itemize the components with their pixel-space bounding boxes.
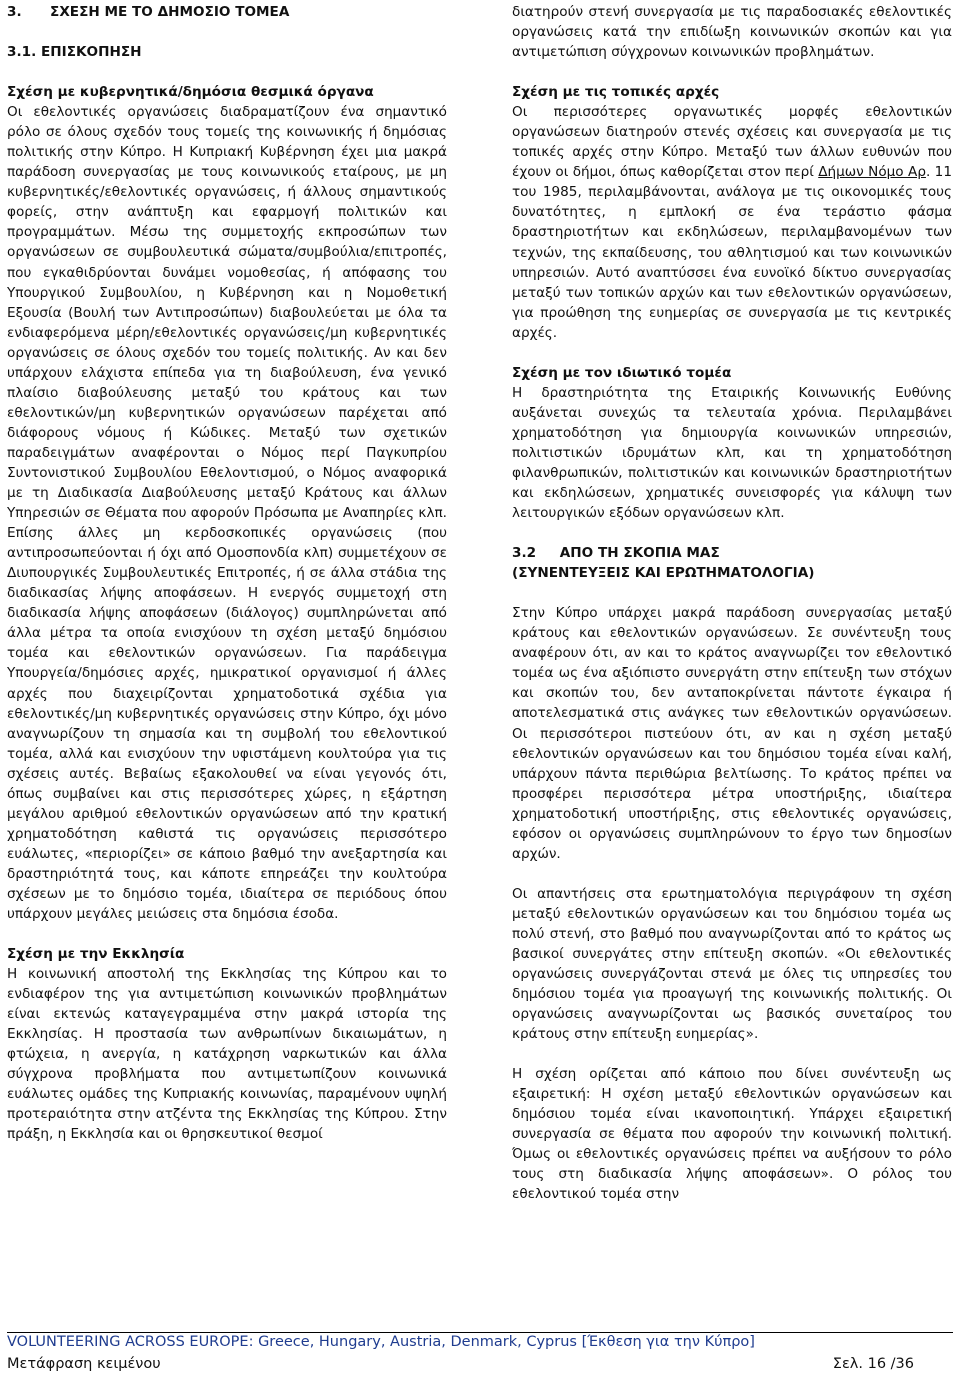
paragraph-continuation: διατηρούν στενή συνεργασία με τις παραδοσιακές εθελοντικές οργανώσεις κατά την επιδίωξη κοινωνικών σκοπών και για αντιμετώπιση σύγχρονων κοινωνικών προβλημάτων. [512, 4, 952, 61]
left-column [7, 2, 447, 1145]
municipalities-law-link[interactable]: Δήμων Νόμο Αρ [818, 164, 926, 181]
spacer [512, 343, 952, 363]
section-heading [7, 2, 447, 22]
paragraph-private-sector: Η δραστηριότητα της Εταιρικής Κοινωνικής Ευθύνης αυξάνεται συνεχώς τα τελευταία χρόνια. Περιλαμβάνει χρηματοδότηση για δημιουργία κοινωνικών υπηρεσιών, πολιτιστικών ιδρυμάτων κλπ, και τη χρηματοδότηση φιλανθρωπικών, πολιτιστικών και κοινωνικών δραστηριοτήτων και εκδηλώσεων, χρηματικές συνεισφορές για κάλυψη των λειτουργικών εξόδων οργανώσεων κλπ. [512, 384, 952, 522]
spacer [512, 583, 952, 603]
subsection-3-2-number: 3.2 [512, 545, 537, 562]
paragraph-our-perspective: Στην Κύπρο υπάρχει μακρά παράδοση συνεργασίας μεταξύ κράτους και εθελοντικών οργανώσεων. Σε συνέντευξη τους αναφέρουν ότι, αν και το κράτος αναγνωρίζει τον εθελοντικό τομέα ως ένα αξιόπιστο συνεργάτη στην επίτευξη των στόχων και σκοπών του, δεν ανταποκρίνεται πάντοτε έγκαιρα ή αποτελεσματικά στις ανάγκες των εθελοντικών οργανώσεων. Οι περισσότεροι πιστεύουν ότι, αν και η σχέση μεταξύ εθελοντικών οργανώσεων και του δημόσιου τομέα είναι καλή, υπάρχουν πάντα περιθώρια βελτίωσης. Το κράτος πρέπει να προσφέρει περισσότερα μέτρα υποστήριξης, ιδιαίτερα χρηματοδοτική υποστήριξης, στις εθελοντικές οργανώσεις, εφόσον οι οργανώσεις συμπληρώνουν το έργο των δημοσίων αρχών. [512, 605, 952, 862]
paragraph-church-relations: Η κοινωνική αποστολή της Εκκλησίας της Κύπρου και το ενδιαφέρον της για αντιμετώπιση κοινωνικών προβλημάτων είναι εκτενώς καταγεγραμμένα στην μακρά ιστορία της Εκκλησίας. Η προστασία των ανθρωπίνων δικαιωμάτων, η φτώχεια, η ανεργία, η κατάχρηση ναρκωτικών και άλλα σύγχρονα προβλήματα που αντιμετωπίζουν κοινωνικά ευάλωτες ομάδες της Κυπριακής κοινωνίας, παραμένουν υψηλή προτεραιότητα στην ατζέντα της Εκκλησίας της Κύπρου. Στην πράξη, η Εκκλησία και οι θρησκευτικοί θεσμοί [7, 966, 447, 1143]
footer-translation-note: Μετάφραση κειμένου [7, 1356, 161, 1372]
right-column [512, 2, 952, 1205]
subsection-3-2-title-1: ΑΠΟ ΤΗ ΣΚΟΠΙΑ ΜΑΣ [559, 545, 720, 562]
local-text-end: . 11 του 1985, περιλαμβάνονται, ανάλογα με τις οικονομικές τους δυνατότητες, η εμπλοκή σε ένα τεράστιο φάσμα δραστηριοτήτων και εκδηλώσεων, περιλαμβανομένων των τεχνών, της εκπαίδευσης, του αθλητισμού και των κοινωνικών υπηρεσιών. Αυτό αναπτύσσει ένα ευνοϊκό δίκτυο συνεργασίας μεταξύ των τοπικών αρχών και των εθελοντικών οργανώσεων, για προώθηση της ευημερίας σε συνεργασία με τις κεντρικές αρχές. [512, 164, 952, 341]
subsection-title: ΕΠΙΣΚΟΠΗΣΗ [40, 44, 142, 61]
local-text-start: Οι περισσότερες οργανωτικές μορφές εθελοντικών οργανώσεων διατηρούν στενές σχέσεις και συνεργασία με τις τοπικές αρχές στην Κύπρο. Μεταξύ των άλλων ευθυνών που έχουν οι δήμοι, όπως καθορίζεται στον περί [512, 104, 952, 181]
footer-divider [7, 1332, 953, 1333]
spacer [512, 864, 952, 884]
spacer [7, 22, 447, 42]
subsection-heading [7, 42, 447, 62]
spacer [7, 924, 447, 944]
subsection-3-2-title-2: (ΣΥΝΕΝΤΕΥΞΕΙΣ ΚΑΙ ΕΡΩΤΗΜΑΤΟΛΟΓΙΑ) [512, 565, 815, 582]
paragraph-government-relations: Οι εθελοντικές οργανώσεις διαδραματίζουν ένα σημαντικό ρόλο σε όλους σχεδόν τους τομείς της κοινωνικής ή δημόσιας πολιτικής στην Κύπρο. Η Κυπριακή Κυβέρνηση έχει μια μακρά παράδοση συνεργασίας με τους κοινωνικούς εταίρους, με μη κυβερνητικές/εθελοντικές οργανώσεις, ή άλλους σημαντικούς φορείς, στην ανάπτυξη και εφαρμογή πολιτικών και προγραμμάτων. Μέσω της συμμετοχής εκπροσώπων των οργανώσεων σε συμβουλευτικά σώματα/συμβούλια/επιτροπές, που εγκαθιδρύονται δυνάμει νομοθεσίας, ή απόφασης του Υπουργικού Συμβουλίου, η Κυβέρνηση και η Νομοθετική Εξουσία (Βουλή των Αντιπροσώπων) διαβουλεύεται με όλα τα ενδιαφερόμενα μέρη/εθελοντικές οργανώσεις/μη κυβερνητικές οργανώσεις σε όλους σχεδόν του τομείς πολιτικής. Αν και δεν υπάρχουν ελάχιστα επίπεδα για τη διαβούλευση, ένα γενικό πλαίσιο διαβούλευσης μεταξύ του κράτους και των εθελοντικών/μη κυβερνητικών οργανώσεων παρέχεται από διάφορους νόμους ή Κώδικες. Μεταξύ των σχετικών παραδειγμάτων αναφέρονται ο Νόμος περί Παγκυπρίου Συντονιστικού Συμβουλίου Εθελοντισμού, ο Νόμος αναφορικά με τη Διαδικασία Διαβούλευσης μεταξύ Κράτους και άλλων Υπηρεσιών σε Θέματα που αφορούν Πρόσωπα με Αναπηρίες κλπ. Επίσης άλλες μη κερδοσκοπικές οργανώσεις (που αντιπροσωπεύονται ή όχι από Ομοσπονδία κλπ) συμμετέχουν σε Διυπουργικές Συμβουλευτικές Επιτροπές, ή σε άλλα στάδια της διαδικασίας λήψης αποφάσεων. Η ενεργός συμμετοχή στη διαδικασία λήψης αποφάσεων (διάλογος) συμπληρώνεται από άλλα μέτρα τα οποία ενισχύουν τη σχέση μεταξύ δημόσιου τομέα και εθελοντικών οργανώσεων. Για παράδειγμα Υπουργεία/δημόσιες αρχές, ημικρατικοί οργανισμοί ή άλλες αρχές που διαχειρίζονται χρηματοδοτικά σχέδια για εθελοντικές/μη κυβερνητικές οργανώσεις στην Κύπρο, όχι μόνο αναγνωρίζουν τη σημασία και τη συμβολή του εθελοντικού τομέα, αλλά και ενισχύουν την υφιστάμενη κουλτούρα για τις σχέσεις αυτές. Βεβαίως εξακολουθεί να είναι γεγονός ότι, όπως συμβαίνει και στις περισσότερες χώρες, η εξάρτηση μεγάλου αριθμού εθελοντικών οργανώσεων από την κρατική χρηματοδότηση καθιστά τις οργανώσεις περισσότερο ευάλωτες, «περιορίζει» σε κάποιο βαθμό την ανεξαρτησία και δραστηριότητά τους, και κάποτε επηρεάζει την κουλτούρα σχέσεων με το δημόσιο τομέα, ιδιαίτερα σε περιόδους όπου υπάρχουν μεγάλες μειώσεις στα δημόσια έσοδα. [7, 104, 447, 923]
spacer [512, 62, 952, 82]
heading-local-authorities: Σχέση με τις τοπικές αρχές [512, 84, 720, 101]
spacer [512, 1044, 952, 1064]
spacer [512, 523, 952, 543]
paragraph-local-authorities [512, 102, 952, 343]
subsection-number: 3.1. [7, 44, 37, 61]
paragraph-interview: Η σχέση ορίζεται από κάποιο που δίνει συνέντευξη ως εξαιρετική: Η σχέση μεταξύ εθελοντικών οργανώσεων και δημόσιου τομέα είναι ικανοποιητική. Υπάρχει εξαιρετική συνεργασία σε θέματα που αφορούν την κοινωνική πολιτική. Όμως οι εθελοντικές οργανώσεις πρέπει να αυξήσουν το ρόλο τους στη διαδικασία λήψης αποφάσεων». Ο ρόλος του εθελοντικού τομέα στην [512, 1066, 952, 1203]
spacer [7, 62, 447, 82]
page-number: Σελ. 16 /36 [832, 1356, 914, 1372]
section-number: 3. [7, 4, 22, 20]
footer-title: VOLUNTEERING ACROSS EUROPE: Greece, Hungary, Austria, Denmark, Cyprus [Έκθεση για την Κύπρο] [7, 1334, 755, 1350]
subsection-3-2-heading [512, 543, 952, 563]
heading-private-sector: Σχέση με τον ιδιωτικό τομέα [512, 364, 732, 381]
section-title: ΣΧΕΣΗ ΜΕ ΤΟ ΔΗΜΟΣΙΟ ΤΟΜΕΑ [50, 4, 290, 20]
paragraph-questionnaires: Οι απαντήσεις στα ερωτηματολόγια περιγράφουν τη σχέση μεταξύ εθελοντικών οργανώσεων και του δημόσιου τομέα ως πολύ στενή, στο βαθμό που αναγνωρίζονται από το κράτος ως βασικοί συνεργάτες στην επίτευξη σκοπών. «Οι εθελοντικές οργανώσεις συνεργάζονται στενά με όλες τις υπηρεσίες του δημόσιου τομέα για προαγωγή της κοινωνικής πολιτικής. Οι οργανώσεις αναγνωρίζονται ως βασικός συνεταίρος του κράτους στην επίτευξη ευημερίας». [512, 885, 952, 1043]
heading-government-relations: Σχέση με κυβερνητικά/δημόσια θεσμικά όργανα [7, 84, 374, 101]
heading-church-relations: Σχέση με την Εκκλησία [7, 946, 185, 963]
